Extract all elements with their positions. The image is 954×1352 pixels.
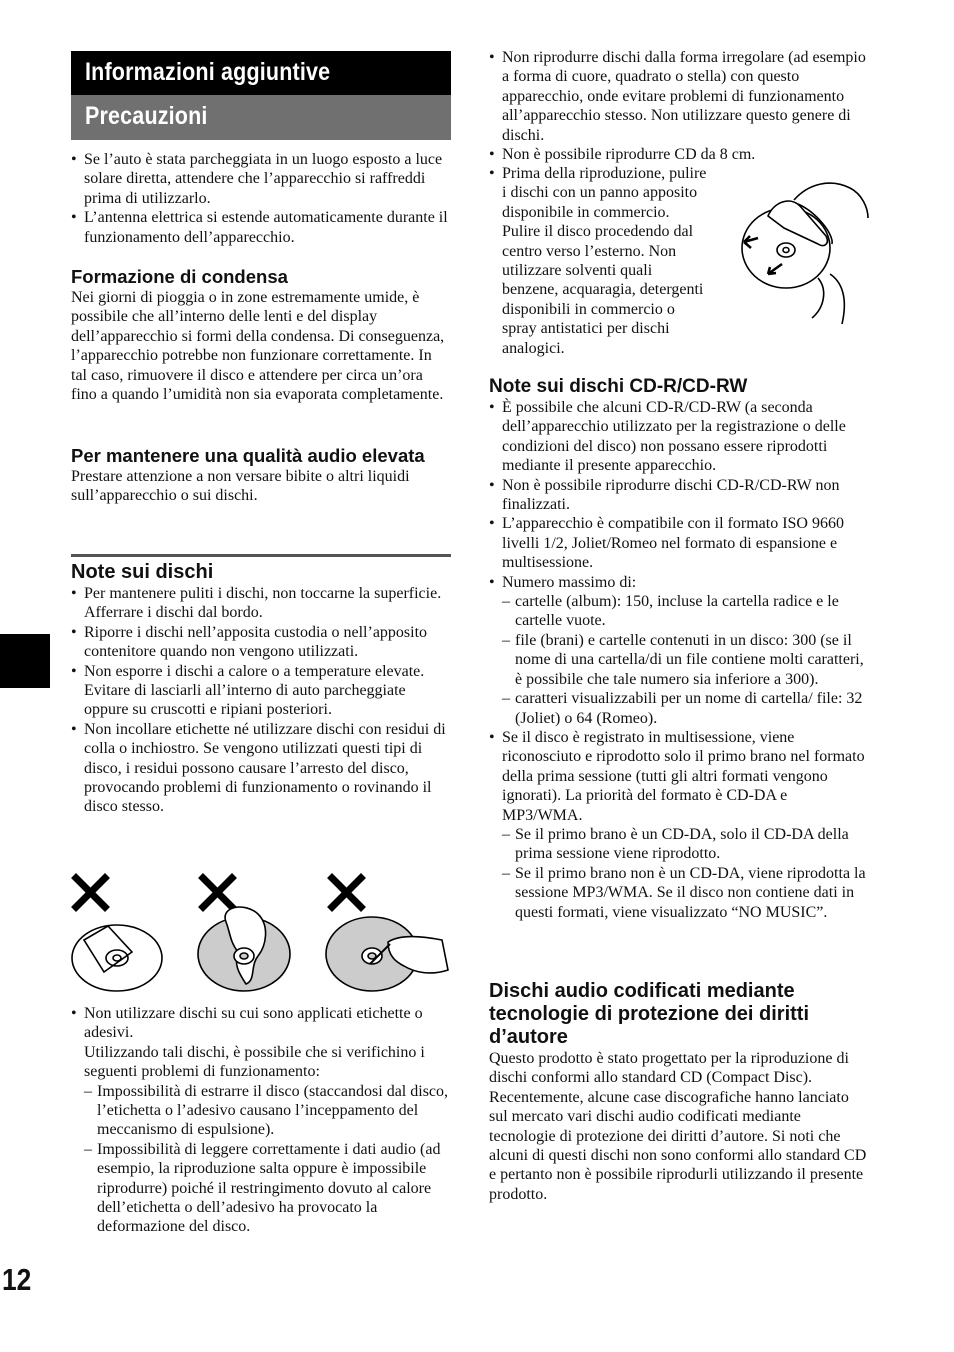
dash-item: – Se il primo brano non è un CD-DA, viene riprodotta la sessione MP3/WMA. Se il disco non contiene dati in questi formati, viene visualizzato “NO MUSIC”. (489, 864, 869, 922)
dash-item: – Impossibilità di leggere correttamente i dati audio (ad esempio, la riproduzione salta oppure è impossibile riprodurre) poiché il restringimento dovuto al calore dell’etichetta o dell’adesivo ha provocato la deformazione del disco. (71, 1140, 451, 1237)
x-mark-icon (76, 878, 105, 907)
disc-with-peeling-label-icon (198, 907, 290, 991)
list-item: • Riporre i dischi nell’apposita custodia o nell’apposito contenitore quando non vengono utilizzati. (71, 623, 451, 662)
x-mark-icon (332, 878, 361, 907)
side-tab-marker (0, 634, 50, 688)
section-divider (71, 554, 451, 557)
list-item: • Non utilizzare dischi su cui sono applicati etichette o adesivi. (71, 1004, 451, 1043)
sticker-warning (71, 1004, 451, 1237)
section-header (71, 51, 451, 95)
list-item: • Se il disco è registrato in multisessione, viene riconosciuto e riprodotto solo il primo brano nel formato della prima sessione (tutti gli altri formati vengono ignorati). La priorità del formato è CD-DA e MP3/WMA. (489, 728, 869, 825)
disc-notes-section (71, 561, 451, 817)
list-item: • Per mantenere puliti i dischi, non toccarne la superficie. Afferrare i dischi dal bordo. (71, 584, 451, 623)
x-mark-icon (203, 878, 232, 907)
disc-notes-continued (489, 48, 869, 164)
paragraph: Utilizzando tali dischi, è possibile che si verifichino i seguenti problemi di funzionamento: (84, 1043, 425, 1081)
section-heading: Formazione di condensa (71, 266, 288, 287)
cdr-notes-section (489, 376, 869, 922)
list-item: • Non è possibile riprodurre dischi CD-R/CD-RW non finalizzati. (489, 476, 869, 515)
section-subheader (71, 95, 451, 140)
dash-item: – Impossibilità di estrarre il disco (staccandosi dal disco, l’etichetta o l’adesivo causano l’inceppamento del meccanismo di espulsione). (71, 1082, 451, 1140)
disc-with-sticker-icon (72, 925, 162, 991)
dash-item: – Se il primo brano è un CD-DA, solo il CD-DA della prima sessione viene riprodotto. (489, 825, 869, 864)
paragraph: Questo prodotto è stato progettato per la riproduzione di dischi conformi allo standard CD (Compact Disc). (489, 1050, 849, 1087)
disc-cleaning-illustration (738, 178, 870, 328)
audio-quality-section (71, 445, 451, 506)
list-item: • Prima della riproduzione, pulire i dischi con un panno apposito disponibile in commercio. Pulire il disco procedendo dal centro verso l’esterno. Non utilizzare solventi quali benzene, acquaragia, detergenti disponibili in commercio o spray antistatici per dischi analogici. (489, 164, 739, 358)
section-heading: Per mantenere una qualità audio elevata (71, 445, 425, 466)
dash-item: – caratteri visualizzabili per un nome di cartella/ file: 32 (Joliet) o 64 (Romeo). (489, 689, 869, 728)
disc-cleaning-icon (742, 183, 868, 324)
condensation-section (71, 266, 451, 404)
list-item: • È possibile che alcuni CD-R/CD-RW (a seconda dell’apparecchio utilizzato per la registrazione o delle condizioni del disco) non possano essere riprodotti mediante il presente apparecchio. (489, 398, 869, 476)
paragraph: Nei giorni di pioggia o in zone estremamente umide, è possibile che all’interno delle lenti e del display dell’apparecchio si formi della condensa. Di conseguenza, l’apparecchio potrebbe non funzionare correttamente. In tal caso, rimuovere il disco e attendere per circa un’ora fino a quando l’umidità non sia evaporata completamente. (71, 289, 445, 404)
list-item: • Se l’auto è stata parcheggiata in un luogo esposto a luce solare diretta, attendere che l’apparecchio si raffreddi prima di utilizzarlo. (71, 150, 451, 208)
section-subtitle: Precauzioni (85, 102, 208, 130)
list-item: • Non incollare etichette né utilizzare dischi con residui di colla o inchiostro. Se vengono utilizzati questi tipi di disco, i residui possono causare l’arresto del disco, provocando problemi di funzionamento o rovinando il disco stesso. (71, 720, 451, 817)
section-title: Informazioni aggiuntive (85, 58, 331, 86)
list-item: • Non è possibile riprodurre CD da 8 cm. (489, 145, 869, 164)
paragraph: Recentemente, alcune case discografiche hanno lanciato sul mercato vari dischi audio codificati mediante tecnologie di protezione dei diritti d’autore. Si noti che alcuni di questi dischi non sono conformi allo standard CD e pertanto non è possibile riprodurli utilizzando il presente prodotto. (489, 1088, 867, 1203)
section-heading: Note sui dischi (71, 561, 214, 583)
list-item: • Non esporre i dischi a calore o a temperature elevate. Evitare di lasciarli all’interno di auto parcheggiate oppure su cruscotti e ripiani posteriori. (71, 662, 451, 720)
list-item: • Numero massimo di: (489, 573, 869, 592)
list-item: • L’apparecchio è compatibile con il formato ISO 9660 livelli 1/2, Joliet/Romeo nel formato di espansione e multisessione. (489, 514, 869, 572)
intro-list (71, 150, 451, 247)
page-number: 12 (2, 1262, 32, 1297)
section-heading: Note sui dischi CD-R/CD-RW (489, 376, 748, 397)
disc-with-ink-icon (326, 917, 448, 991)
section-heading: Dischi audio codificati mediante tecnologie di protezione dei diritti d’autore (489, 980, 810, 1048)
dash-item: – cartelle (album): 150, incluse la cartella radice e le cartelle vuote. (489, 592, 869, 631)
cleaning-note (489, 164, 739, 358)
list-item: • L’antenna elettrica si estende automaticamente durante il funzionamento dell’apparecchio. (71, 208, 451, 247)
copy-protection-section (489, 980, 869, 1204)
disc-illustrations (70, 872, 450, 994)
list-item: • Non riprodurre dischi dalla forma irregolare (ad esempio a forma di cuore, quadrato o stella) con questo apparecchio, onde evitare problemi di funzionamento all’apparecchio stesso. Non utilizzare questo genere di dischi. (489, 48, 869, 145)
dash-item: – file (brani) e cartelle contenuti in un disco: 300 (se il nome di una cartella/di un file contiene molti caratteri, è possibile che tale numero sia inferiore a 300). (489, 631, 869, 689)
paragraph: Prestare attenzione a non versare bibite o altri liquidi sull’apparecchio o sui dischi. (71, 468, 410, 505)
